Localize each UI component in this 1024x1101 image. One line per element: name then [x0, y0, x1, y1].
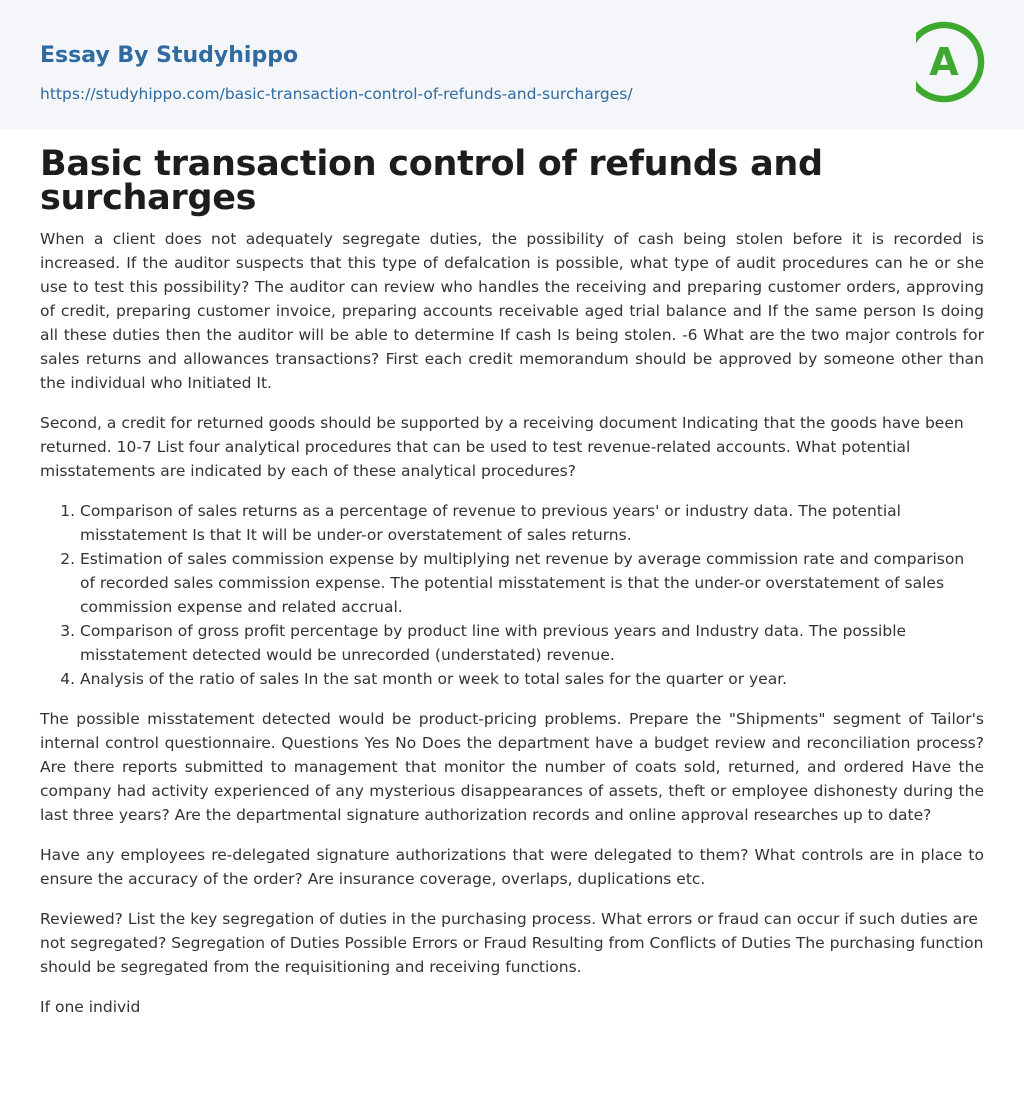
paragraph: Have any employees re-delegated signature authorizations that were delegated to them? What controls are in place to ensure the accuracy of the order? Are insurance coverage, overlaps, duplications etc. — [40, 846, 984, 888]
paragraph: Reviewed? List the key segregation of duties in the purchasing process. What errors or fraud can occur if such duties are not segregated? Segregation of Duties Possible Errors or Fraud Resulting from Conflicts of Duties The purchasing function should be segregated from the requisitioning and receiving functions. — [40, 910, 984, 976]
site-header — [0, 0, 1024, 129]
article-content — [0, 129, 1024, 1019]
article-url-link[interactable]: https://studyhippo.com/basic-transaction-control-of-refunds-and-surcharges/ — [40, 85, 633, 103]
paragraph: Second, a credit for returned goods should be supported by a receiving document Indicating that the goods have been returned. 10-7 List four analytical procedures that can be used to test revenue-related accounts. What potential misstatements are indicated by each of these analytical procedures? — [40, 414, 964, 480]
list-item: 4. Analysis of the ratio of sales In the sat month or week to total sales for the quarter or year. — [80, 667, 984, 691]
paragraph: The possible misstatement detected would be product-pricing problems. Prepare the "Shipments" segment of Tailor's internal control questionnaire. Questions Yes No Does the department have a budget review and reconciliation process? Are there reports submitted to management that monitor the number of coats sold, returned, and ordered Have the company had activity experienced of any mysterious disappearances of assets, theft or employee dishonesty during the last three years? Are the departmental signature authorization records and online approval researches up to date? — [40, 710, 984, 824]
analytical-procedures-list — [40, 499, 984, 691]
site-title[interactable]: Essay By Studyhippo — [40, 43, 299, 68]
paragraph: If one individ — [40, 998, 141, 1016]
paragraph: When a client does not adequately segregate duties, the possibility of cash being stolen before it is recorded is increased. If the auditor suspects that this type of defalcation is possible, what type of audit procedures can he or she use to test this possibility? The auditor can review who handles the receiving and preparing customer orders, approving of credit, preparing customer invoice, preparing accounts receivable aged trial balance and If the same person Is doing all these duties then the auditor will be able to determine If cash Is being stolen. -6 What are the two major controls for sales returns and allowances transactions? First each credit memorandum should be approved by someone other than the individual who Initiated It. — [40, 230, 984, 392]
studyhippo-logo[interactable] — [916, 18, 986, 106]
page-title: Basic transaction control of refunds and surcharges — [40, 144, 823, 218]
list-item: 2. Estimation of sales commission expense by multiplying net revenue by average commission rate and comparison of recorded sales commission expense. The potential misstatement is that the under-or overstatement of sales commission expense and related accrual. — [80, 547, 984, 619]
list-item: 1. Comparison of sales returns as a percentage of revenue to previous years' or industry data. The potential misstatement Is that It will be under-or overstatement of sales returns. — [80, 499, 984, 547]
logo-letter: A — [929, 40, 959, 84]
list-item: 3. Comparison of gross profit percentage by product line with previous years and Industry data. The possible misstatement detected would be unrecorded (understated) revenue. — [80, 619, 984, 667]
